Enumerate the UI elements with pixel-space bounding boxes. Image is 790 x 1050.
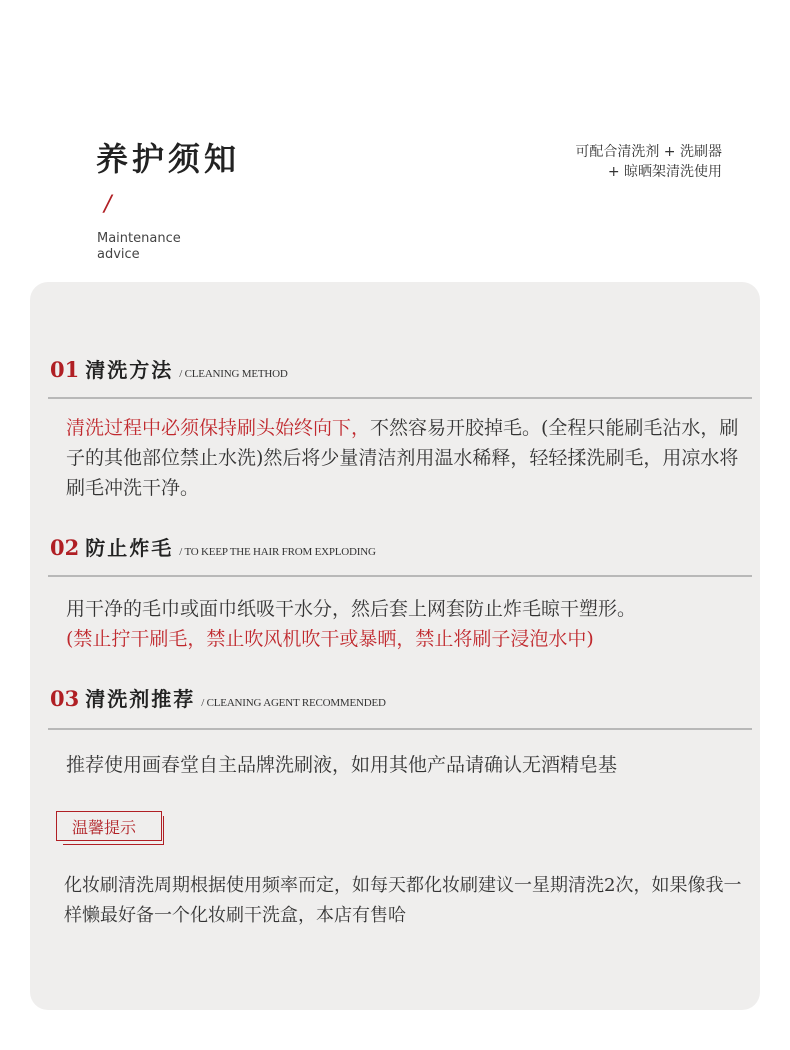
body-text: 用干净的毛巾或面巾纸吸干水分，然后套上网套防止炸毛晾干塑形。 [66, 598, 637, 620]
section-divider [48, 397, 752, 399]
section-cleaning-agent-header [50, 683, 386, 712]
section-number: 03 [50, 686, 80, 711]
section-title-zh: 防止炸毛 [85, 536, 174, 560]
page-title-en: Maintenance advice [97, 231, 181, 262]
section-number: 01 [50, 357, 80, 382]
warm-tip-label: 温馨提示 [72, 818, 137, 837]
section-cleaning-agent-text: 推荐使用画春堂自主品牌洗刷液，如用其他产品请确认无酒精皂基 [66, 754, 618, 776]
section-cleaning-method-text [66, 413, 756, 503]
usage-tip [462, 142, 722, 182]
section-divider [48, 575, 752, 577]
section-cleaning-method-header [50, 354, 288, 383]
warm-tip-text: 化妆刷清洗周期根据使用频率而定，如每天都化妆刷建议一星期清洗2次，如果像我一样懒最好备一个化妆刷干洗盒，本店有售哈 [64, 875, 742, 926]
usage-tip-line-1: 可配合清洗剂 + 洗刷器 [575, 144, 722, 160]
section-title-zh: 清洗剂推荐 [85, 687, 196, 711]
section-title-en: / TO KEEP THE HAIR FROM EXPLODING [179, 546, 376, 558]
section-prevent-frizz-header [50, 532, 376, 561]
warning-text: (禁止拧干刷毛，禁止吹风机吹干或暴晒，禁止将刷子浸泡水中) [66, 628, 594, 650]
page-title-zh: 养护须知 [96, 140, 241, 178]
warning-text: 清洗过程中必须保持刷头始终向下， [66, 417, 371, 439]
section-title-en: / CLEANING AGENT RECOMMENDED [201, 697, 386, 709]
section-number: 02 [50, 535, 80, 560]
body-text: 不然容易开胶掉毛。(全程只能刷毛沾水，刷子的其他部位禁止水洗)然后将少量清洁剂用温水稀释，轻轻揉洗刷毛，用凉水将刷毛冲洗干净。 [66, 417, 739, 499]
section-divider [48, 728, 752, 730]
section-title-en: / CLEANING METHOD [179, 368, 288, 380]
section-title-zh: 清洗方法 [85, 358, 174, 382]
usage-tip-line-2: + 晾晒架清洗使用 [607, 164, 722, 180]
title-slash-mark: / [104, 192, 112, 217]
section-prevent-frizz-text [66, 594, 756, 654]
